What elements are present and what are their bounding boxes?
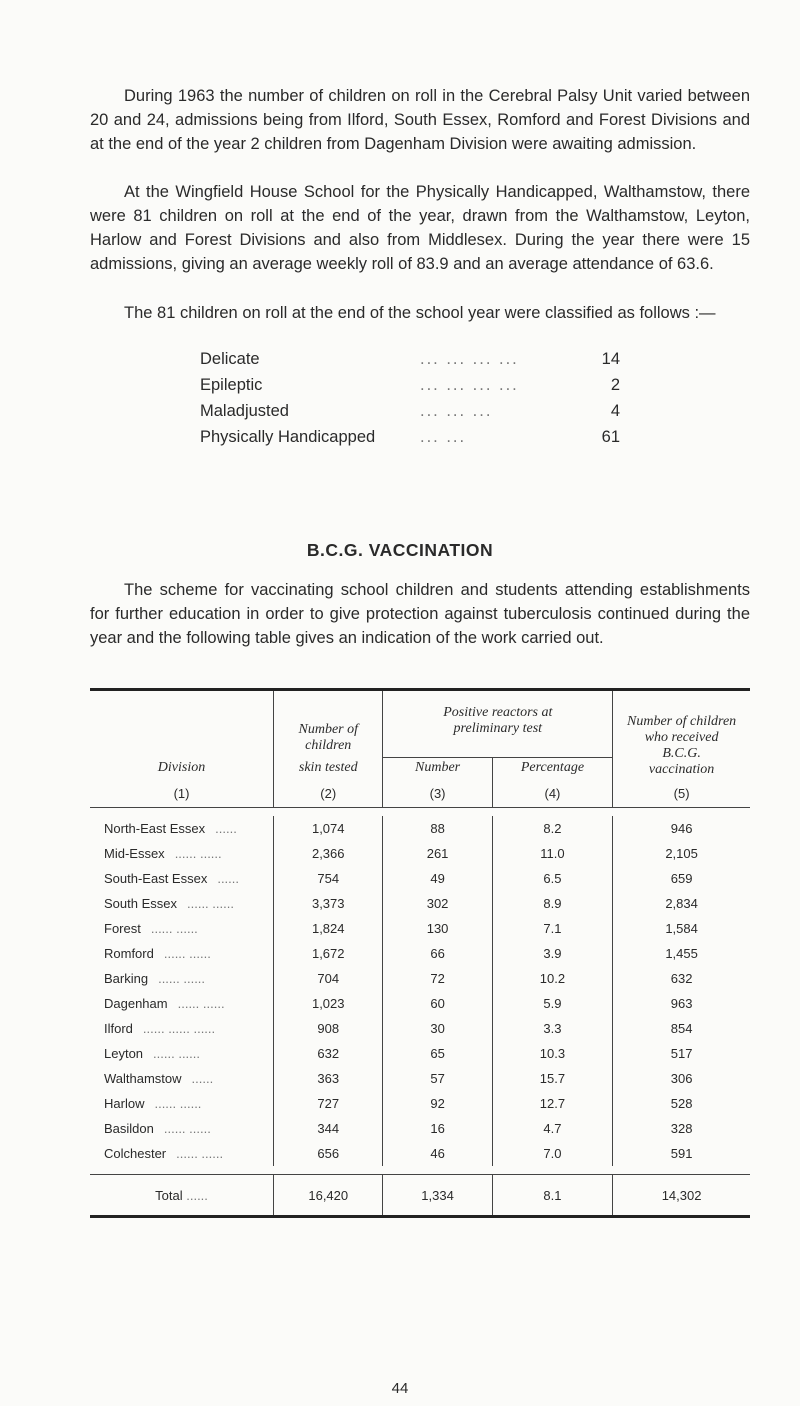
header-bcg-line3: B.C.G.	[662, 746, 701, 761]
header-pos-percentage-label: Percentage	[520, 760, 585, 775]
total-label-cell	[90, 1175, 274, 1217]
paragraph-cerebral-palsy: During 1963 the number of children on roll in the Cerebral Palsy Unit varied between 20 and 24, admissions being from Ilford, South Essex, Romford and Forest Divisions and at the end of the year 2 children from Dagenham Division were awaiting admission.	[90, 87, 750, 153]
bcg-table	[90, 688, 750, 1218]
cell-positive-percentage: 8.9	[492, 891, 612, 916]
cell-division	[90, 916, 274, 941]
classification-row	[200, 372, 660, 398]
cell-division	[90, 966, 274, 991]
cell-skin-tested: 344	[274, 1116, 383, 1141]
leader-dots: ... ... ... ...	[420, 376, 519, 394]
cell-positive-percentage: 15.7	[492, 1066, 612, 1091]
cell-division	[90, 991, 274, 1016]
paragraph-bcg-intro: The scheme for vaccinating school children and students attending establishments for further education in order to give protection against tuberculosis continued during the year and the following table gives an indication of the work carried out.	[90, 581, 750, 647]
header-pos-percentage-num: (4)	[544, 786, 561, 801]
leader-dots: ......	[191, 1071, 214, 1086]
cell-division	[90, 1141, 274, 1166]
division-name: Leyton	[104, 1046, 144, 1061]
cell-division	[90, 941, 274, 966]
cell-bcg-received: 1,455	[613, 941, 750, 966]
division-name: Romford	[104, 946, 154, 961]
cell-positive-percentage: 5.9	[492, 991, 612, 1016]
cell-positive-percentage: 11.0	[492, 841, 612, 866]
leader-dots: ... ... ...	[420, 402, 493, 420]
leader-dots: ...... ......	[163, 946, 211, 961]
page-number: 44	[391, 1380, 409, 1397]
table-row	[90, 1016, 750, 1041]
classification-count: 61	[601, 428, 620, 446]
table-row	[90, 1041, 750, 1066]
header-bcg-line1: Number of children	[627, 714, 737, 729]
header-bcg-line2: who received	[644, 730, 719, 745]
cell-positive-number: 302	[383, 891, 492, 916]
cell-bcg-received: 528	[613, 1091, 750, 1116]
header-bcg-num: (5)	[673, 786, 690, 801]
cell-division	[90, 866, 274, 891]
leader-dots: ......	[217, 871, 239, 886]
header-skin-tested-num: (2)	[320, 786, 337, 801]
header-pos-number-label: Number	[415, 760, 461, 775]
cell-positive-percentage: 6.5	[492, 866, 612, 891]
total-percentage: 8.1	[492, 1175, 612, 1217]
header-skin-tested-line3: skin tested	[298, 760, 358, 775]
classification-count: 2	[610, 376, 620, 394]
leader-dots: ...... ......	[174, 846, 222, 861]
table-row	[90, 866, 750, 891]
leader-dots: ...... ......	[153, 1046, 201, 1061]
cell-division	[90, 816, 274, 841]
cell-skin-tested: 656	[274, 1141, 383, 1166]
cell-positive-percentage: 12.7	[492, 1091, 612, 1116]
cell-positive-number: 46	[383, 1141, 492, 1166]
table-row	[90, 1091, 750, 1116]
cell-positive-number: 65	[383, 1041, 492, 1066]
leader-dots: ...... ......	[187, 896, 234, 911]
cell-positive-number: 49	[383, 866, 492, 891]
classification-list	[200, 346, 660, 450]
division-name: North-East Essex	[104, 821, 206, 836]
header-skin-tested	[274, 690, 383, 808]
cell-skin-tested: 908	[274, 1016, 383, 1041]
header-division-num: (1)	[173, 786, 190, 801]
cell-positive-number: 57	[383, 1066, 492, 1091]
cell-skin-tested: 632	[274, 1041, 383, 1066]
header-positive-line2: preliminary test	[453, 721, 543, 736]
table-row	[90, 941, 750, 966]
cell-skin-tested: 3,373	[274, 891, 383, 916]
leader-dots: ...... ......	[177, 996, 225, 1011]
cell-positive-number: 88	[383, 816, 492, 841]
header-division	[90, 690, 274, 808]
header-division-label: Division	[157, 760, 206, 775]
leader-dots: ...... ......	[163, 1121, 211, 1136]
header-pos-number-num: (3)	[429, 786, 446, 801]
header-bcg-line4: vaccination	[648, 762, 715, 777]
cell-bcg-received: 632	[613, 966, 750, 991]
cell-skin-tested: 1,672	[274, 941, 383, 966]
classification-name: Epileptic	[200, 376, 263, 394]
cell-bcg-received: 517	[613, 1041, 750, 1066]
cell-positive-percentage: 8.2	[492, 816, 612, 841]
cell-positive-percentage: 4.7	[492, 1116, 612, 1141]
classification-name: Maladjusted	[200, 402, 289, 420]
cell-positive-number: 60	[383, 991, 492, 1016]
division-name: Ilford	[104, 1021, 133, 1036]
cell-bcg-received: 2,105	[613, 841, 750, 866]
division-name: South-East Essex	[104, 871, 208, 886]
cell-positive-percentage: 3.3	[492, 1016, 612, 1041]
cell-skin-tested: 2,366	[274, 841, 383, 866]
division-name: Dagenham	[104, 996, 168, 1011]
classification-row	[200, 424, 660, 450]
total-positive: 1,334	[383, 1175, 492, 1217]
cell-positive-number: 72	[383, 966, 492, 991]
table-row	[90, 991, 750, 1016]
table-row	[90, 891, 750, 916]
cell-division	[90, 1116, 274, 1141]
table-row-total	[90, 1175, 750, 1217]
leader-dots: ...... ......	[154, 1096, 202, 1111]
cell-positive-number: 30	[383, 1016, 492, 1041]
cell-skin-tested: 363	[274, 1066, 383, 1091]
cell-skin-tested: 704	[274, 966, 383, 991]
table-row	[90, 1116, 750, 1141]
cell-positive-percentage: 7.1	[492, 916, 612, 941]
header-skin-tested-line1: Number of	[298, 722, 358, 737]
cell-division	[90, 1016, 274, 1041]
leader-dots: ...... ......	[158, 971, 206, 986]
header-skin-tested-line2: children	[305, 738, 352, 753]
leader-dots: ......	[215, 821, 237, 836]
header-pos-percentage	[492, 758, 612, 808]
paragraph-classification-intro: The 81 children on roll at the end of the school year were classified as follows :—	[124, 304, 716, 322]
cell-positive-percentage: 3.9	[492, 941, 612, 966]
cell-bcg-received: 659	[613, 866, 750, 891]
classification-row	[200, 398, 660, 424]
table-row	[90, 1066, 750, 1091]
division-name: Basildon	[104, 1121, 154, 1136]
classification-count: 4	[610, 402, 620, 420]
header-bcg-received	[613, 690, 750, 808]
header-positive-line1: Positive reactors at	[443, 705, 553, 720]
header-positive-reactors	[383, 690, 613, 758]
total-label: Total	[155, 1187, 183, 1203]
classification-row	[200, 346, 660, 372]
cell-positive-number: 92	[383, 1091, 492, 1116]
cell-positive-percentage: 10.3	[492, 1041, 612, 1066]
cell-bcg-received: 2,834	[613, 891, 750, 916]
table-row	[90, 1141, 750, 1166]
cell-skin-tested: 754	[274, 866, 383, 891]
cell-bcg-received: 946	[613, 816, 750, 841]
table-row	[90, 966, 750, 991]
cell-division	[90, 891, 274, 916]
classification-name: Delicate	[200, 350, 260, 368]
cell-positive-number: 16	[383, 1116, 492, 1141]
cell-division	[90, 1066, 274, 1091]
table-row	[90, 841, 750, 866]
leader-dots: ...... ......	[176, 1146, 224, 1161]
leader-dots: ...... ...... ......	[142, 1021, 216, 1036]
cell-bcg-received: 963	[613, 991, 750, 1016]
total-bcg: 14,302	[613, 1175, 750, 1217]
cell-positive-percentage: 7.0	[492, 1141, 612, 1166]
cell-positive-number: 66	[383, 941, 492, 966]
division-name: Mid-Essex	[104, 846, 165, 861]
classification-count: 14	[601, 350, 620, 368]
section-heading: B.C.G. VACCINATION	[306, 540, 494, 560]
cell-skin-tested: 727	[274, 1091, 383, 1116]
division-name: Colchester	[104, 1146, 167, 1161]
cell-bcg-received: 591	[613, 1141, 750, 1166]
paragraph-wingfield-house: At the Wingfield House School for the Physically Handicapped, Walthamstow, there were 81 children on roll at the end of the year, drawn from the Walthamstow, Leyton, Harlow and Forest Divisions and also from Middlesex. During the year there were 15 admissions, giving an average weekly roll of 83.9 and an average attendance of 63.6.	[90, 183, 750, 273]
cell-skin-tested: 1,023	[274, 991, 383, 1016]
leader-dots: ... ...	[420, 428, 467, 446]
cell-bcg-received: 854	[613, 1016, 750, 1041]
classification-name: Physically Handicapped	[200, 428, 376, 446]
cell-positive-percentage: 10.2	[492, 966, 612, 991]
cell-positive-number: 261	[383, 841, 492, 866]
cell-division	[90, 1041, 274, 1066]
header-pos-number	[383, 758, 492, 808]
cell-bcg-received: 328	[613, 1116, 750, 1141]
division-name: Walthamstow	[104, 1071, 182, 1086]
cell-bcg-received: 306	[613, 1066, 750, 1091]
cell-division	[90, 1091, 274, 1116]
cell-division	[90, 841, 274, 866]
division-name: Harlow	[104, 1096, 145, 1111]
table-row	[90, 816, 750, 841]
division-name: Forest	[104, 921, 141, 936]
cell-skin-tested: 1,074	[274, 816, 383, 841]
division-name: Barking	[104, 971, 149, 986]
cell-skin-tested: 1,824	[274, 916, 383, 941]
table-row	[90, 916, 750, 941]
leader-dots: ......	[186, 1187, 208, 1203]
leader-dots: ... ... ... ...	[420, 350, 519, 368]
cell-positive-number: 130	[383, 916, 492, 941]
table-body	[90, 808, 750, 1175]
leader-dots: ...... ......	[150, 921, 198, 936]
division-name: South Essex	[104, 896, 177, 911]
cell-bcg-received: 1,584	[613, 916, 750, 941]
total-tested: 16,420	[274, 1175, 383, 1217]
